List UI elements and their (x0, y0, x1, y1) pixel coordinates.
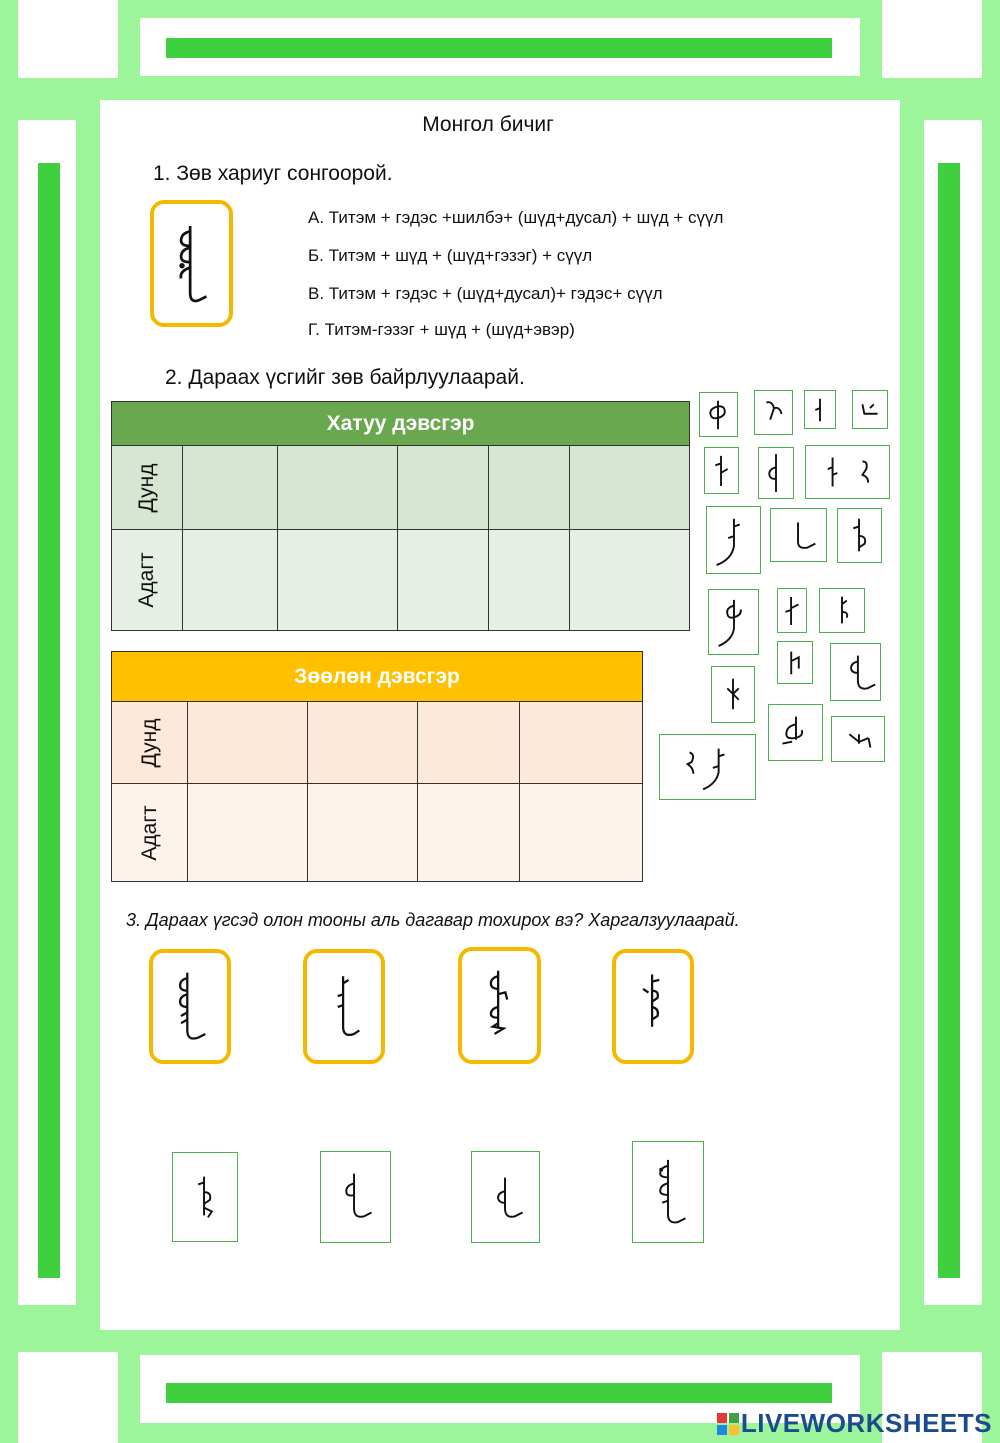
q1-word-card (150, 200, 233, 327)
frame-cutout (18, 1352, 118, 1443)
letter-card[interactable] (819, 588, 865, 633)
q3-word-card[interactable] (612, 949, 694, 1064)
mongolian-script-letter-icon (805, 391, 835, 428)
letter-card[interactable] (711, 666, 755, 723)
frame-bar-left (38, 163, 60, 1278)
mongolian-script-word-icon (616, 953, 690, 1060)
drop-cell[interactable] (188, 784, 308, 882)
drop-cell[interactable] (398, 530, 489, 631)
letter-card[interactable] (768, 704, 823, 761)
mongolian-script-letter-icon (759, 448, 793, 498)
q3-suffix-card[interactable] (172, 1152, 238, 1242)
mongolian-script-letter-icon (806, 446, 889, 498)
mongolian-script-word-icon (462, 951, 537, 1060)
letter-card[interactable] (852, 390, 888, 429)
q3-suffix-card[interactable] (320, 1151, 391, 1243)
hard-row-label-end: Адагт (112, 530, 183, 631)
mongolian-script-letter-icon (700, 393, 737, 436)
soft-row-label-middle: Дунд (112, 702, 188, 784)
q2-heading: 2. Дараах үсгийг зөв байрлуулаарай. (165, 366, 525, 389)
mongolian-script-letter-icon (771, 509, 826, 561)
q3-suffix-card[interactable] (471, 1151, 540, 1243)
mongolian-script-letter-icon (707, 507, 760, 573)
letter-card[interactable] (704, 447, 739, 494)
page-title: Монгол бичиг (422, 113, 554, 136)
frame-bar-right (938, 163, 960, 1278)
drop-cell[interactable] (183, 446, 278, 530)
drop-cell[interactable] (308, 784, 418, 882)
q1-heading: 1. Зөв хариуг сонгоорой. (153, 162, 393, 185)
q3-word-card[interactable] (303, 949, 385, 1064)
soft-background-table (111, 651, 643, 882)
letter-card[interactable] (758, 447, 794, 499)
mongolian-script-letter-icon (832, 717, 884, 761)
letter-card[interactable] (754, 390, 793, 435)
q3-word-card[interactable] (149, 949, 231, 1064)
mongolian-script-suffix-icon (173, 1153, 237, 1241)
letter-card[interactable] (708, 589, 759, 655)
hard-background-table (111, 401, 690, 631)
frame-bar-bottom (166, 1383, 832, 1403)
hard-table-title: Хатуу дэвсгэр (112, 402, 690, 446)
logo-icon (717, 1411, 739, 1433)
mongolian-script-letter-icon (705, 448, 738, 493)
hard-row-label-middle: Дунд (112, 446, 183, 530)
mongolian-script-word-icon (154, 204, 229, 323)
letter-card[interactable] (777, 588, 807, 633)
soft-row-label-end: Адагт (112, 784, 188, 882)
mongolian-script-letter-icon (853, 391, 887, 428)
mongolian-script-suffix-icon (321, 1152, 390, 1242)
soft-table-title: Зөөлөн дэвсгэр (112, 652, 643, 702)
drop-cell[interactable] (418, 702, 520, 784)
letter-card[interactable] (777, 641, 813, 684)
drop-cell[interactable] (278, 446, 398, 530)
drop-cell[interactable] (570, 530, 690, 631)
drop-cell[interactable] (278, 530, 398, 631)
mongolian-script-word-icon (307, 953, 381, 1060)
drop-cell[interactable] (520, 784, 643, 882)
drop-cell[interactable] (520, 702, 643, 784)
letter-card[interactable] (804, 390, 836, 429)
mongolian-script-letter-icon (820, 589, 864, 632)
mongolian-script-letter-icon (660, 735, 755, 799)
mongolian-script-letter-icon (712, 667, 754, 722)
logo-text: LIVEWORKSHEETS (740, 1408, 992, 1438)
letter-card[interactable] (805, 445, 890, 499)
drop-cell[interactable] (570, 446, 690, 530)
letter-card[interactable] (830, 643, 881, 701)
mongolian-script-word-icon (153, 953, 227, 1060)
q1-option-g[interactable]: Г. Титэм-гэзэг + шүд + (шүд+эвэр) (308, 320, 575, 339)
drop-cell[interactable] (308, 702, 418, 784)
mongolian-script-letter-icon (831, 644, 880, 700)
drop-cell[interactable] (489, 530, 570, 631)
q1-option-v[interactable]: В. Титэм + гэдэс + (шүд+дусал)+ гэдэс+ сүүл (308, 284, 663, 303)
letter-card[interactable] (699, 392, 738, 437)
q1-option-a[interactable]: А. Титэм + гэдэс +шилбэ+ (шүд+дусал) + шүд + сүүл (308, 208, 724, 227)
drop-cell[interactable] (183, 530, 278, 631)
mongolian-script-letter-icon (778, 589, 806, 632)
mongolian-script-suffix-icon (633, 1142, 703, 1242)
frame-cutout (882, 0, 982, 78)
letter-card[interactable] (770, 508, 827, 562)
frame-cutout (18, 0, 118, 78)
mongolian-script-suffix-icon (472, 1152, 539, 1242)
drop-cell[interactable] (398, 446, 489, 530)
q3-word-card[interactable] (458, 947, 541, 1064)
mongolian-script-letter-icon (778, 642, 812, 683)
frame-bar-top (166, 38, 832, 58)
mongolian-script-letter-icon (755, 391, 792, 434)
q3-suffix-card[interactable] (632, 1141, 704, 1243)
letter-card[interactable] (831, 716, 885, 762)
liveworksheets-logo (717, 1408, 992, 1439)
letter-card[interactable] (837, 508, 882, 563)
q3-heading: 3. Дараах үгсэд олон тооны аль дагавар тохирох вэ? Харгалзуулаарай. (126, 910, 740, 930)
mongolian-script-letter-icon (838, 509, 881, 562)
letter-card[interactable] (659, 734, 756, 800)
drop-cell[interactable] (418, 784, 520, 882)
mongolian-script-letter-icon (769, 705, 822, 760)
letter-card[interactable] (706, 506, 761, 574)
drop-cell[interactable] (489, 446, 570, 530)
drop-cell[interactable] (188, 702, 308, 784)
mongolian-script-letter-icon (709, 590, 758, 654)
q1-option-b[interactable]: Б. Титэм + шүд + (шүд+гэзэг) + сүүл (308, 246, 593, 265)
